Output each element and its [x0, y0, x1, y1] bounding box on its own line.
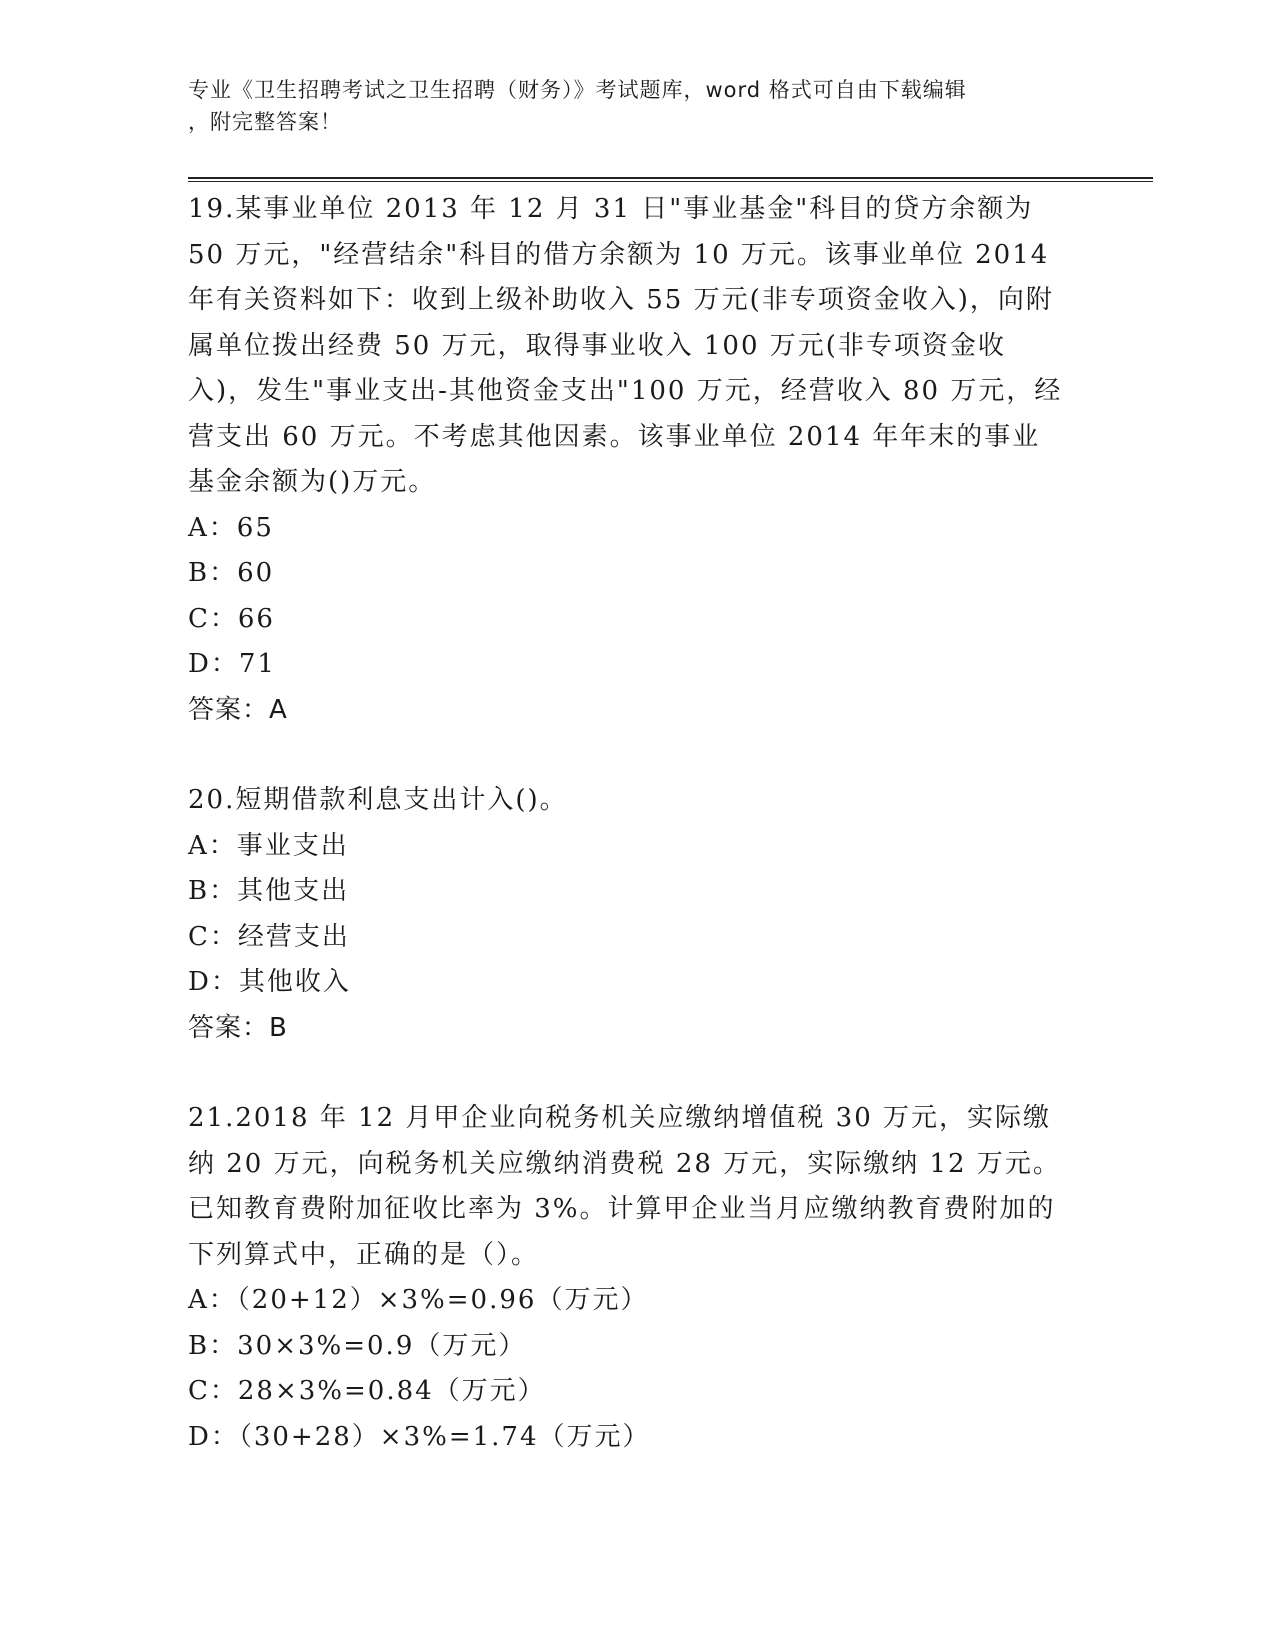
option-a: A：事业支出	[188, 830, 349, 861]
option-b: B：30×3%=0.9（万元）	[188, 1330, 527, 1361]
question-21	[188, 1096, 1068, 1460]
question-list	[188, 187, 1068, 1460]
option-c: C：28×3%=0.84（万元）	[188, 1376, 546, 1406]
option-c: C：经营支出	[188, 921, 350, 952]
document-header	[188, 74, 1068, 138]
option-c: C：66	[188, 603, 275, 634]
question-spacer	[188, 1051, 1068, 1096]
header-line-2: ，附完整答案！	[188, 110, 342, 134]
header-divider	[188, 177, 1153, 182]
answer-label: 答案：A	[188, 694, 288, 725]
option-d: D：71	[188, 649, 276, 679]
answer-label: 答案：B	[188, 1012, 288, 1043]
option-b: B：其他支出	[188, 876, 350, 906]
question-text: 19.某事业单位 2013 年 12 月 31 日"事业基金"科目的贷方余额为 50 万元，"经营结余"科目的借方余额为 10 万元。该事业单位 2014 年有关资料如下：收到上级补助收入 55 万元(非专项资金收入)，向附属单位拨出经费 50 万元，取得事业收入 100 万元(非专项资金收入)，发生"事业支出-其他资金支出"100 万元，经营收入 80 万元，经营支出 60 万元。不考虑其他因素。该事业单位 2014 年年末的事业基金余额为()万元。	[188, 194, 1063, 497]
question-20	[188, 778, 1068, 1051]
option-a: A：（20+12）×3%=0.96（万元）	[188, 1285, 649, 1315]
question-text: 20.短期借款利息支出计入()。	[188, 785, 568, 815]
option-a: A：65	[188, 512, 274, 543]
header-line-1: 专业《卫生招聘考试之卫生招聘（财务）》考试题库，word 格式可自由下载编辑	[188, 78, 967, 102]
option-d: D：其他收入	[188, 967, 351, 997]
question-spacer	[188, 733, 1068, 778]
option-b: B：60	[188, 558, 275, 588]
question-text: 21.2018 年 12 月甲企业向税务机关应缴纳增值税 30 万元，实际缴纳 20 万元，向税务机关应缴纳消费税 28 万元，实际缴纳 12 万元。已知教育费附加征收比率为 3%。计算甲企业当月应缴纳教育费附加的下列算式中，正确的是（）。	[188, 1103, 1061, 1270]
option-d: D：（30+28）×3%=1.74（万元）	[188, 1421, 651, 1452]
question-19	[188, 187, 1068, 733]
